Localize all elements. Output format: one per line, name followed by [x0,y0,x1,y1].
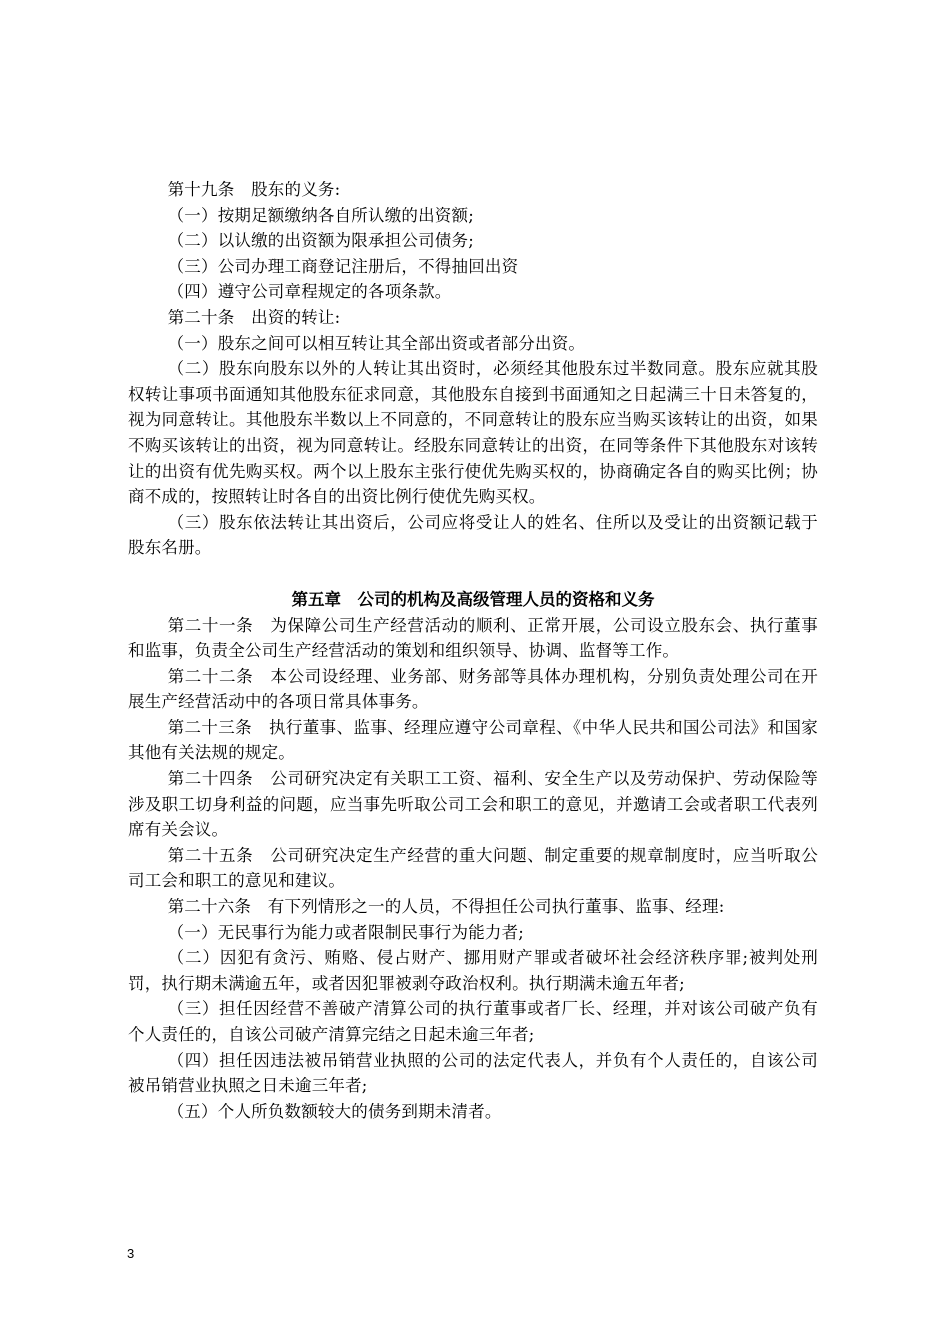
article-21: 第二十一条 为保障公司生产经营活动的顺利、正常开展，公司设立股东会、执行董事和监事，负责全公司生产经营活动的策划和组织领导、协调、监督等工作。 [128,615,818,661]
article-19-item-1: （一）按期足额缴纳各自所认缴的出资额; [167,205,474,225]
article-26-item-4: （四）担任因违法被吊销营业执照的公司的法定代表人，并负有个人责任的，自该公司被吊销营业执照之日未逾三年者; [128,1050,818,1096]
page-number: 3 [127,1246,135,1261]
document-body [128,177,818,1124]
article-19-item-2: （二）以认缴的出资额为限承担公司债务; [167,231,474,251]
chapter-5-title: 第五章 公司的机构及高级管理人员的资格和义务 [291,589,655,609]
article-19-heading: 第十九条 股东的义务: [167,180,341,199]
article-20-heading: 第二十条 出资的转让: [167,307,341,327]
article-26-item-3: （三）担任因经营不善破产清算公司的执行董事或者厂长、经理，并对该公司破产负有个人责任的，自该公司破产清算完结之日起未逾三年者; [128,999,818,1044]
article-26-item-2: （二）因犯有贪污、贿赂、侵占财产、挪用财产罪或者破坏社会经济秩序罪;被判处刑罚，执行期未满逾五年，或者因犯罪被剥夺政治权利。执行期满未逾五年者; [128,948,818,993]
article-26-item-1: （一）无民事行为能力或者限制民事行为能力者; [167,922,525,942]
article-26-item-5: （五）个人所负数额较大的债务到期未清者。 [167,1101,502,1121]
article-19-item-3: （三）公司办理工商登记注册后，不得抽回出资 [167,256,519,276]
article-24: 第二十四条 公司研究决定有关职工工资、福利、安全生产以及劳动保护、劳动保险等涉及职工切身利益的问题，应当事先听取公司工会和职工的意见，并邀请工会或者职工代表列席有关会议。 [128,769,818,840]
article-20-item-1: （一）股东之间可以相互转让其全部出资或者部分出资。 [167,333,586,353]
article-20-item-2: （二）股东向股东以外的人转让其出资时，必须经其他股东过半数同意。股东应就其股权转让事项书面通知其他股东征求同意，其他股东自接到书面通知之日起满三十日未答复的，视为同意转让。其他股东半数以上不同意的，不同意转让的股东应当购买该转让的出资，如果不购买该转让的出资，视为同意转让。经股东同意转让的出资，在同等条件下其他股东对该转让的出资有优先购买权。两个以上股东主张行使优先购买权的，协商确定各自的购买比例；协商不成的，按照转让时各自的出资比例行使优先购买权。 [128,359,818,507]
article-26-heading: 第二十六条 有下列情形之一的人员，不得担任公司执行董事、监事、经理: [167,897,725,917]
article-19-item-4: （四）遵守公司章程规定的各项条款。 [167,282,452,302]
article-20-item-3: （三）股东依法转让其出资后，公司应将受让人的姓名、住所以及受让的出资额记载于股东名册。 [128,512,818,558]
article-25: 第二十五条 公司研究决定生产经营的重大问题、制定重要的规章制度时，应当听取公司工会和职工的意见和建议。 [128,845,818,891]
article-23: 第二十三条 执行董事、监事、经理应遵守公司章程、《中华人民共和国公司法》和国家其他有关法规的规定。 [128,717,818,763]
article-22: 第二十二条 本公司设经理、业务部、财务部等具体办理机构，分别负责处理公司在开展生产经营活动中的各项日常具体事务。 [128,666,818,712]
